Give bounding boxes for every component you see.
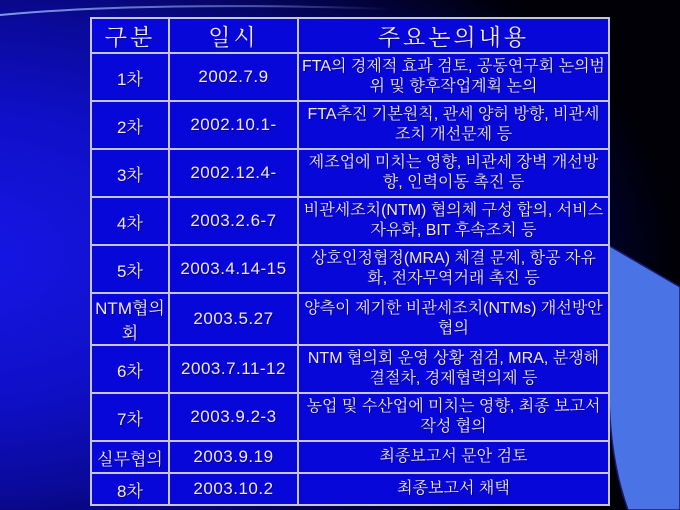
date-cell: 2003.10.2 <box>169 473 298 505</box>
date-cell: 2002.7.9 <box>169 53 298 101</box>
content-cell: FTA의 경제적 효과 검토, 공동연구회 논의범위 및 향후작업계획 논의 <box>298 53 609 101</box>
date-cell: 2003.4.14-15 <box>169 245 298 293</box>
content-cell: 제조업에 미치는 영향, 비관세 장벽 개선방향, 인력이동 촉진 등 <box>298 149 609 197</box>
table-row <box>91 345 609 393</box>
content-cell: 농업 및 수산업에 미치는 영향, 최종 보고서 작성 협의 <box>298 393 609 441</box>
round-cell: 실무협의 <box>91 441 169 473</box>
round-cell: 8차 <box>91 473 169 505</box>
right-swoosh-decoration <box>607 245 680 510</box>
content-cell: 최종보고서 문안 검토 <box>298 441 609 473</box>
round-cell: NTM협의회 <box>91 293 169 345</box>
date-cell: 2003.7.11-12 <box>169 345 298 393</box>
round-cell: 1차 <box>91 53 169 101</box>
col-header-category: 구분 <box>91 18 169 53</box>
col-header-date: 일시 <box>169 18 298 53</box>
date-cell: 2003.9.2-3 <box>169 393 298 441</box>
content-cell: 양측이 제기한 비관세조치(NTMs) 개선방안 협의 <box>298 293 609 345</box>
round-cell: 5차 <box>91 245 169 293</box>
round-cell: 4차 <box>91 197 169 245</box>
table-row <box>91 101 609 149</box>
table-row <box>91 473 609 505</box>
date-cell: 2003.2.6-7 <box>169 197 298 245</box>
date-cell: 2003.9.19 <box>169 441 298 473</box>
meeting-schedule-table <box>90 17 610 506</box>
round-cell: 2차 <box>91 101 169 149</box>
table-row <box>91 441 609 473</box>
content-cell: 비관세조치(NTM) 협의체 구성 합의, 서비스 자유화, BIT 후속조치 등 <box>298 197 609 245</box>
round-cell: 3차 <box>91 149 169 197</box>
table-row <box>91 245 609 293</box>
round-cell: 7차 <box>91 393 169 441</box>
content-cell: NTM 협의회 운영 상황 점검, MRA, 분쟁해결절차, 경제협력의제 등 <box>298 345 609 393</box>
table-row <box>91 149 609 197</box>
top-arc-decoration <box>0 6 390 15</box>
round-cell: 6차 <box>91 345 169 393</box>
table-row <box>91 293 609 345</box>
content-cell: 상호인정협정(MRA) 체결 문제, 항공 자유화, 전자무역거래 촉진 등 <box>298 245 609 293</box>
date-cell: 2003.5.27 <box>169 293 298 345</box>
table-row <box>91 197 609 245</box>
date-cell: 2002.10.1- <box>169 101 298 149</box>
col-header-topics: 주요논의내용 <box>298 18 609 53</box>
content-cell: 최종보고서 채택 <box>298 473 609 505</box>
date-cell: 2002.12.4- <box>169 149 298 197</box>
content-cell: FTA추진 기본원칙, 관세 양허 방향, 비관세조치 개선문제 등 <box>298 101 609 149</box>
table-row <box>91 53 609 101</box>
table-row <box>91 393 609 441</box>
table-header-row <box>91 18 609 53</box>
